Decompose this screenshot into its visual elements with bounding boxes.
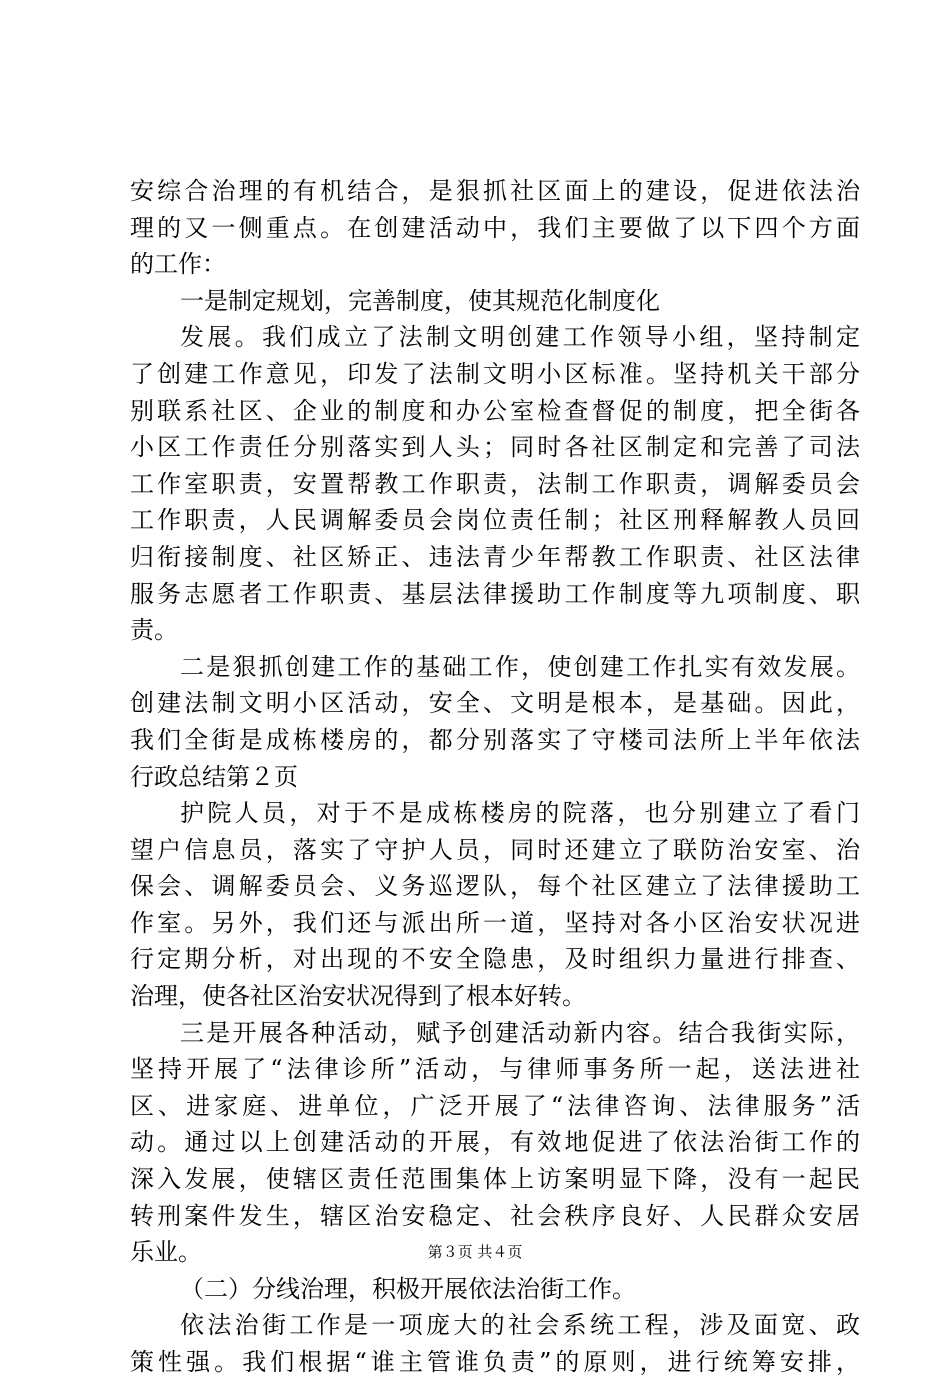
text-line: 行政总结第２页 — [130, 762, 298, 791]
text-line: 动。通过以上创建活动的开展，有效地促进了依法治街工作的 — [130, 1128, 860, 1157]
text-line: 工作职责，人民调解委员会岗位责任制；社区刑释解教人员回 — [130, 506, 860, 535]
text-line: 工作室职责，安置帮教工作职责，法制工作职责，调解委员会 — [130, 469, 860, 498]
text-line: 坚持开展了“法律诊所”活动，与律师事务所一起，送法进社 — [130, 1055, 860, 1084]
text-line: 依法治街工作是一项庞大的社会系统工程，涉及面宽、政 — [180, 1311, 860, 1340]
text-line: 乐业。 — [130, 1238, 202, 1267]
text-line: 转刑案件发生，辖区治安稳定、社会秩序良好、人民群众安居 — [130, 1201, 860, 1230]
text-line: 护院人员，对于不是成栋楼房的院落，也分别建立了看门 — [180, 799, 860, 828]
text-line: 治理，使各社区治安状况得到了根本好转。 — [130, 982, 586, 1011]
text-line: 服务志愿者工作职责、基层法律援助工作制度等九项制度、职 — [130, 579, 860, 608]
text-line: 区、进家庭、进单位，广泛开展了“法律咨询、法律服务”活 — [130, 1091, 860, 1120]
text-line: 保会、调解委员会、义务巡逻队，每个社区建立了法律援助工 — [130, 872, 860, 901]
text-line: 深入发展，使辖区责任范围集体上访案明显下降，没有一起民 — [130, 1165, 860, 1194]
text-line: 别联系社区、企业的制度和办公室检查督促的制度，把全街各 — [130, 396, 860, 425]
text-line: 望户信息员，落实了守护人员，同时还建立了联防治安室、治 — [130, 835, 860, 864]
text-line: 我们全街是成栋楼房的，都分别落实了守楼司法所上半年依法 — [130, 725, 860, 754]
text-line: 二是狠抓创建工作的基础工作，使创建工作扎实有效发展。 — [180, 652, 860, 681]
text-line: 理的又一侧重点。在创建活动中，我们主要做了以下四个方面 — [130, 213, 860, 242]
text-line: 归衔接制度、社区矫正、违法青少年帮教工作职责、社区法律 — [130, 542, 860, 571]
text-line: 策性强。我们根据“谁主管谁负责”的原则，进行统筹安排， — [130, 1348, 860, 1376]
text-line: 责。 — [130, 616, 178, 645]
text-line: 三是开展各种活动，赋予创建活动新内容。结合我街实际， — [180, 1018, 860, 1047]
text-line: 行定期分析，对出现的不安全隐患，及时组织力量进行排查、 — [130, 945, 860, 974]
text-line: 一是制定规划，完善制度，使其规范化制度化 — [180, 286, 660, 315]
text-line: 安综合治理的有机结合，是狠抓社区面上的建设，促进依法治 — [130, 177, 860, 205]
text-line: 的工作： — [130, 250, 226, 279]
text-line: 发展。我们成立了法制文明创建工作领导小组，坚持制定 — [180, 323, 860, 352]
text-line: 创建法制文明小区活动，安全、文明是根本，是基础。因此， — [130, 689, 860, 718]
text-line: 小区工作责任分别落实到人头；同时各社区制定和完善了司法 — [130, 433, 860, 462]
text-line: 作室。另外，我们还与派出所一道，坚持对各小区治安状况进 — [130, 908, 860, 937]
page-footer: 第３页 共４页 — [427, 1243, 523, 1261]
text-line: （二）分线治理，积极开展依法治街工作。 — [180, 1274, 636, 1303]
text-line: 了创建工作意见，印发了法制文明小区标准。坚持机关干部分 — [130, 359, 860, 388]
document-body — [130, 173, 860, 1381]
